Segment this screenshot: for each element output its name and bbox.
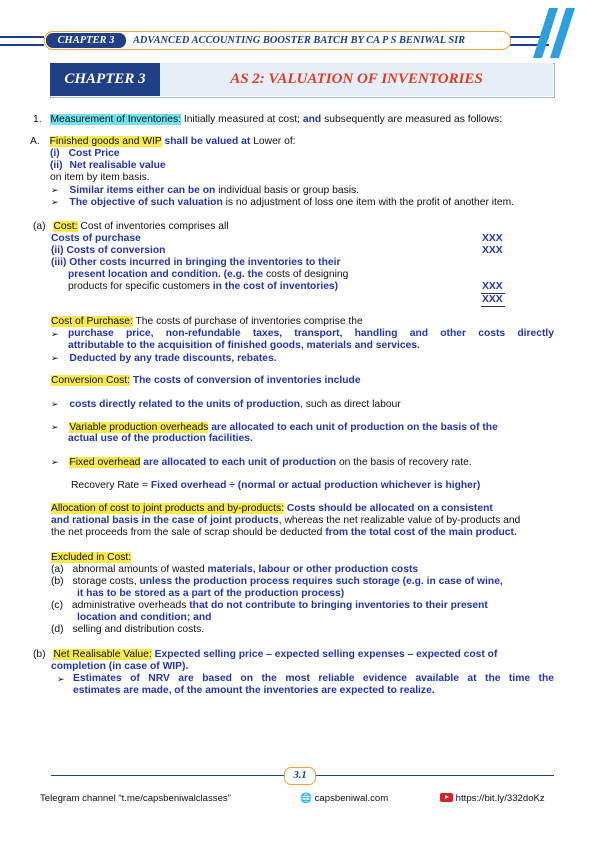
header-rule-left-2 (0, 44, 44, 46)
excluded-d-text: selling and distribution costs. (72, 624, 205, 635)
website-link[interactable] (300, 793, 388, 805)
item-i-number: (i) (50, 148, 60, 159)
excluded-a (51, 564, 418, 576)
nrv-bullet-b: estimates are made, of the amount the inventories are expected to realize. (73, 685, 435, 696)
joint-line-2-a: and rational basis in the case of joint products (51, 515, 279, 526)
conversion-heading: Conversion Cost: (51, 375, 130, 386)
conversion-bullet-1-b: , such as direct labour (299, 399, 401, 410)
cost-heading-line (33, 221, 229, 233)
section-1-number: 1. (33, 114, 42, 125)
bullet-1-a: Similar items (69, 185, 137, 196)
purchase-bullet-2-text: Deducted by any trade discounts, rebates. (69, 353, 277, 364)
cost-line-3b-a: present location and condition. (68, 269, 221, 280)
excluded-b-text-2: unless the production process requires such storage (e.g. in case of wine, (139, 576, 503, 587)
arrow-bullet-icon: ➢ (51, 422, 59, 432)
section-a-letter: A. (30, 136, 40, 147)
cost-heading: Cost: (53, 221, 78, 232)
conversion-heading-line (51, 375, 361, 387)
purchase-bullet-1a: purchase price, non-refundable taxes, transport, handling and other costs directly (68, 328, 554, 339)
youtube-url-text: https://bit.ly/332doKz (455, 793, 545, 804)
item-i-text: Cost Price (68, 148, 120, 159)
excluded-d (51, 624, 204, 636)
bullet-1-c: individual basis or group basis. (215, 185, 360, 196)
section-1-text-a: Initially measured at cost; (180, 114, 301, 125)
joint-heading: Allocation of cost to joint products and by-products: (51, 503, 284, 514)
section-a-tail: shall be valued at (164, 136, 251, 147)
excluded-b-text-1: storage costs, (72, 576, 140, 587)
section-1-heading: Measurement of Inventories: (50, 114, 181, 125)
conversion-bullet-3-a: are allocated to each unit of production (140, 457, 337, 468)
excluded-c-label: (c) (51, 600, 64, 611)
nrv-letter: (b) (33, 649, 46, 660)
page-number: 3.1 (284, 767, 316, 785)
section-1-text-b: subsequently are measured as follows: (321, 114, 503, 125)
excluded-b-label: (b) (51, 576, 64, 587)
cost-line-3b-b: (e.g. the (220, 269, 264, 280)
recovery-rate-label: Recovery Rate = (71, 480, 151, 491)
chapter-banner-title: AS 2: VALUATION OF INVENTORIES (160, 63, 553, 96)
purchase-heading-line (51, 316, 363, 328)
youtube-icon (440, 793, 453, 802)
purchase-bullet-2 (51, 352, 277, 365)
nrv-heading: Net Realisable Value: (53, 649, 152, 660)
cost-line-4 (68, 281, 338, 293)
joint-line-3 (51, 527, 517, 539)
excluded-c-line-2 (77, 612, 211, 624)
section-a-item-ii (50, 160, 166, 172)
joint-line-3-b: from the total cost of the main product. (325, 527, 517, 538)
chapter-banner-label: CHAPTER 3 (50, 63, 160, 96)
recovery-rate-formula: Fixed overhead ÷ (normal or actual production whichever is higher) (150, 480, 481, 491)
excluded-a-label: (a) (51, 564, 64, 575)
excluded-c-text-4: ; and (186, 612, 212, 623)
cost-amount-1: XXX (482, 233, 503, 244)
website-text: capsbeniwal.com (314, 793, 389, 804)
telegram-channel-text: Telegram channel “t.me/capsbeniwalclasses” (40, 793, 231, 804)
arrow-bullet-icon: ➢ (51, 185, 59, 195)
excluded-c-text-2: that do not contribute to bringing inventories to their present (189, 600, 488, 611)
arrow-bullet-icon: ➢ (51, 353, 59, 363)
purchase-bullet-1b: attributable to the acquisition of finished goods, materials and services. (68, 340, 420, 351)
nrv-bullet (57, 673, 65, 686)
total-rule-bottom (481, 306, 505, 307)
cost-line-2: (ii) Costs of conversion (51, 245, 166, 256)
cost-amount-2: XXX (482, 245, 503, 256)
purchase-text: The costs of purchase of inventories comprise the (132, 316, 363, 327)
cost-line-4-b: in the cost of inventories) (212, 281, 339, 292)
cost-line-3b (68, 269, 348, 281)
arrow-bullet-icon: ➢ (51, 329, 59, 339)
nrv-bullet-a: Estimates of NRV are based on the most reliable evidence available at the time the (73, 673, 554, 684)
globe-icon: 🌐 (300, 793, 312, 804)
joint-line-1-a: Costs should be allocated on a consistent (283, 503, 493, 514)
item-ii-text: Net realisable value (69, 160, 166, 171)
excluded-c-text-1: administrative overheads (71, 600, 190, 611)
item-ii-number: (ii) (50, 160, 63, 171)
conversion-bullet-3 (51, 456, 472, 469)
excluded-b (51, 576, 503, 588)
cost-amount-3: XXX (482, 281, 503, 292)
conversion-text: The costs of conversion of inventories include (129, 375, 361, 386)
section-a-bullet-2 (51, 196, 514, 209)
joint-line-2-b: , whereas the net realizable value of by-products and (278, 515, 521, 526)
variable-overheads-heading: Variable production overheads (69, 422, 209, 433)
double-slash-logo-icon (531, 8, 581, 60)
excluded-d-label: (d) (51, 624, 64, 635)
cost-line-4-a: products for specific customers (68, 281, 213, 292)
conversion-bullet-1 (51, 398, 401, 411)
arrow-bullet-icon: ➢ (51, 457, 59, 467)
excluded-heading-line (51, 552, 131, 564)
cost-amount-total: XXX (482, 294, 503, 305)
header-course-title: ADVANCED ACCOUNTING BOOSTER BATCH BY CA P S BENIWAL SIR (133, 35, 466, 46)
conversion-bullet-2-b: actual use of the production facilities. (68, 433, 253, 444)
excluded-c (51, 600, 488, 612)
excluded-a-text-1: abnormal amounts of wasted (72, 564, 208, 575)
nrv-line-1 (33, 649, 497, 661)
section-a-heading: Finished goods and WIP (49, 136, 162, 147)
nrv-line-2: completion (in case of WIP). (51, 661, 189, 672)
section-a-line (30, 136, 296, 148)
arrow-bullet-icon: ➢ (57, 674, 65, 684)
excluded-c-text-3: location and condition (77, 612, 187, 623)
section-a-tail2: Lower of: (250, 136, 296, 147)
conversion-bullet-1-a: costs directly related to the units of production (69, 399, 300, 410)
joint-line-3-a: the net proceeds from the sale of scrap should be deducted (51, 527, 326, 538)
excluded-b-text-3: it has to be stored as a part of the production process) (77, 588, 345, 599)
conversion-bullet-3-b: on the basis of recovery rate. (336, 457, 472, 468)
arrow-bullet-icon: ➢ (51, 399, 59, 409)
fixed-overhead-heading: Fixed overhead (69, 457, 141, 468)
header-chapter-tag: CHAPTER 3 (46, 33, 126, 48)
cost-line-1: Costs of purchase (51, 233, 141, 244)
section-1-line (33, 114, 502, 126)
item-by-item-text: on item by item basis. (50, 172, 150, 183)
cost-line-3b-c: costs of designing (263, 269, 349, 280)
youtube-link[interactable] (440, 793, 545, 805)
purchase-heading: Cost of Purchase: (51, 316, 133, 327)
section-1-and: and (302, 114, 322, 125)
section-a-item-i (50, 148, 120, 160)
purchase-bullet-1 (51, 328, 59, 341)
recovery-rate-line (71, 480, 480, 492)
cost-text: Cost of inventories comprises all (77, 221, 229, 232)
cost-line-3a: (iii) Other costs incurred in bringing the inventories to their (51, 257, 341, 268)
nrv-formula: Expected selling price – expected selling expenses – expected cost of (151, 649, 498, 660)
bullet-2-a: The objective of such valuation (69, 197, 226, 208)
excluded-a-text-2: materials, labour or other production costs (207, 564, 419, 575)
header-rule-left (0, 36, 44, 38)
joint-line-2 (51, 515, 520, 527)
excluded-heading: Excluded in Cost: (51, 552, 132, 563)
bullet-1-b: either can be on (136, 185, 216, 196)
bullet-2-b: is no adjustment of loss one item with the profit of another item. (225, 197, 515, 208)
joint-line-1 (51, 503, 493, 515)
arrow-bullet-icon: ➢ (51, 197, 59, 207)
conversion-bullet-2-a: are allocated to each unit of production on the basis of the (208, 422, 498, 433)
cost-letter: (a) (33, 221, 46, 232)
